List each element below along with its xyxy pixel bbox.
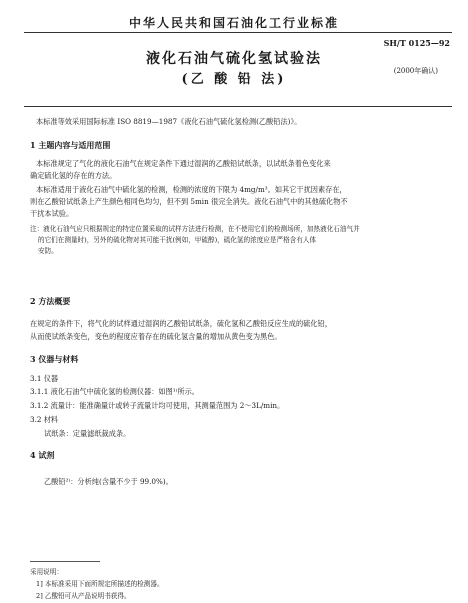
section-3-2-heading: 3.2 材料	[30, 415, 59, 424]
footnote-label: 采用说明：	[30, 568, 63, 576]
section-1-note: 安防。	[38, 247, 58, 255]
section-1-text: 确定硫化氢的存在的方法。	[30, 171, 117, 180]
section-1-heading: 1 主题内容与适用范围	[30, 140, 111, 150]
section-1-text: 则在乙酸铅试纸条上产生颜色相同色均匀，但不到 5min 很完全消失。液化石油气中的其他硫化物不	[30, 197, 348, 206]
section-3-1-heading: 3.1 仪器	[30, 374, 59, 383]
section-3-1-2-text: 3.1.2 流量计：能准确量计或转子流量计均可使用，其测量范围为 2～3L/min。	[30, 401, 285, 410]
footnote-1: 1] 本标准采用下面所规定所描述的检测器。	[36, 580, 164, 588]
header-rule	[24, 32, 452, 33]
standard-header: 中华人民共和国石油化工行业标准	[128, 16, 339, 30]
section-3-heading: 3 仪器与材料	[30, 354, 79, 364]
section-1-text: 本标准规定了气化的液化石油气在规定条件下通过湿润的乙酸铅试纸条，以试纸条着色变化来	[36, 159, 331, 168]
section-2-text: 从而使试纸条变色，变色的程度应着存在的硫化氢含量的增加从黄色变为黑色。	[30, 332, 282, 341]
document-title: 液化石油气硫化氢试验法	[146, 51, 322, 67]
document-subtitle: (乙 酸 铅 法)	[181, 72, 287, 87]
section-2-heading: 2 方法概要	[30, 296, 71, 306]
section-1-note: 的它们在测量时)，另外的硫化物对其可能干扰(例如，甲硫醇)，硫化氢的浓度应是严格含有人体	[38, 236, 317, 244]
section-3-2-text: 试纸条：定量滤纸裁成条。	[44, 429, 131, 438]
standard-number: SH/T 0125—92	[383, 38, 450, 48]
section-4-text: 乙酸铅²⁾：分析纯(含量不少于 99.0%)。	[44, 477, 173, 486]
footnote-2: 2] 乙酸铅可从产品说明书获得。	[36, 592, 131, 600]
section-1-text: 干扰本试验。	[30, 209, 74, 218]
section-3-1-1-text: 3.1.1 液化石油气中硫化氢的检测仪器：如图¹⁾所示。	[30, 387, 199, 396]
section-2-text: 在规定的条件下，将气化的试样通过湿润的乙酸铅试纸条，硫化氢和乙酸铅反应生成的硫化铅，	[30, 319, 332, 328]
section-1-text: 本标准适用于液化石油气中硫化氢的检测，检测的浓度的下限为 4mg/m³。如其它干扰因素存在，	[36, 185, 347, 194]
title-rule	[24, 106, 452, 107]
confirmation-note: (2000年确认)	[393, 67, 438, 75]
section-1-note: 注：液化石油气应只根据规定的特定位置采取的试样方法进行检测，在不使用它们的检测场所，加热液化石油气并	[30, 225, 360, 233]
intro-paragraph: 本标准等效采用国际标准 ISO 8819—1987《液化石油气硫化氢检测(乙酸铅法)》。	[36, 117, 302, 126]
footnote-rule	[30, 561, 100, 562]
section-4-heading: 4 试剂	[30, 450, 55, 460]
